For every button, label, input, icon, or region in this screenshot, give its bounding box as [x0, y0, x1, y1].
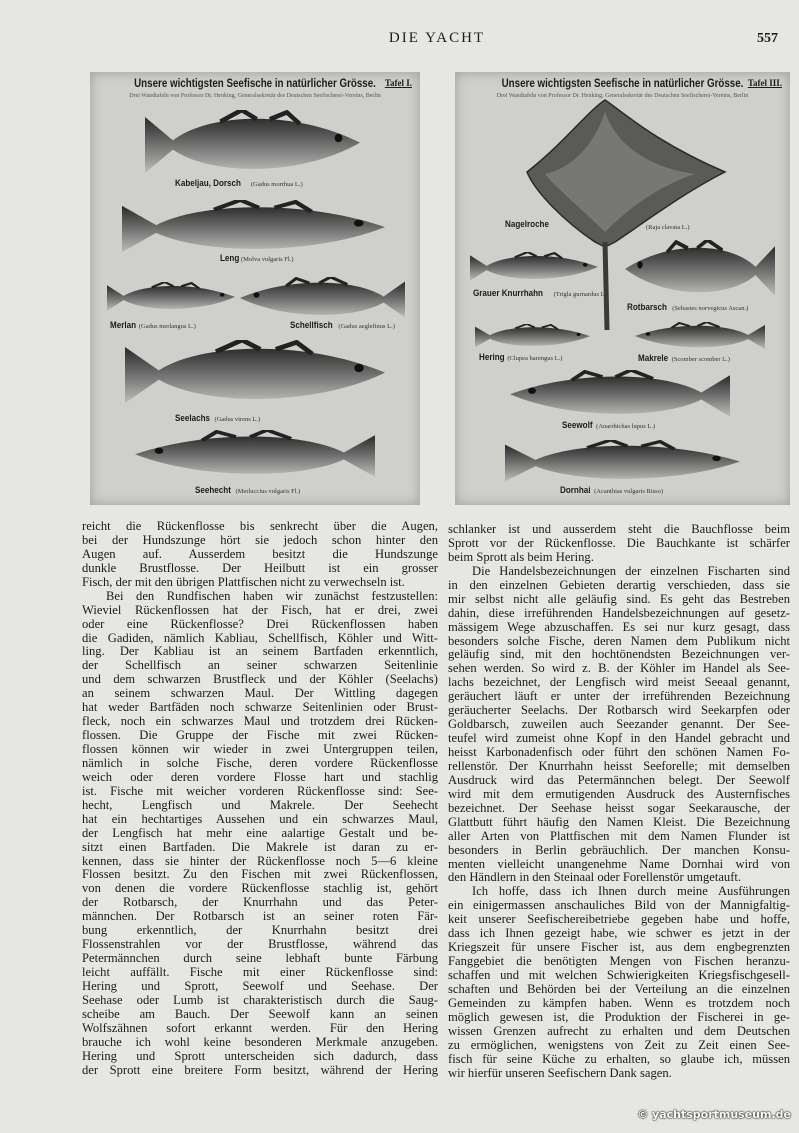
text-line: dahin, diese irreführenden Handelsbezeichnungen auf gesetz-	[448, 606, 790, 620]
text-line: ling. Der Kabliau ist an seinem Bartfaden erkenntlich,	[82, 645, 438, 659]
text-line: Flossenstrahlen vor der Brustflosse, während das	[82, 938, 438, 952]
plate-1-fish-illustrations	[90, 72, 420, 505]
text-line: schaften und Behörden bei der Verteilung an die einzelnen	[448, 982, 790, 996]
plate-subtitle: Drei Wandtafeln von Professor Dr. Henking, Generalsekretär des Deutschen Seefischerei-Vereins, Berlin	[129, 93, 381, 99]
fish-label-kabeljau: Kabeljau, Dorsch (Gadus morrhua L.)	[175, 178, 303, 189]
text-line: aller Arten von Plattfischen mit dem Namen Flunder ist	[448, 829, 790, 843]
text-line: schlanker ist und ausserdem steht die Bauchflosse beim	[448, 523, 790, 536]
text-line: hat ein hechtartiges Aussehen und ein schwarzes Maul,	[82, 812, 438, 826]
fish-label-knurrhahn: Grauer Knurrhahn (Trigla gurnardus L.)	[473, 288, 609, 299]
text-line: lachs bezeichnet, der Lengfisch wird meist Seeaal genannt,	[448, 676, 790, 690]
fish-seewolf-image	[510, 370, 730, 417]
plate-number: Tafel I.	[384, 78, 412, 88]
text-line: Seehase oder Lumb ist charakteristisch durch die Saug-	[82, 993, 438, 1007]
fish-label-merlan: Merlan (Gadus merlangus L.)	[110, 320, 196, 331]
text-line: in den einzelnen Gebieten derartig verschieden, dass sie	[448, 578, 790, 592]
text-line: geräuchert läuft er unter der irreführenden Bezeichnung	[448, 690, 790, 704]
text-line: besonders in Berlin gebräuchlich. Der manchen Konsu-	[448, 843, 790, 857]
text-line: hat weder Bartfäden noch schwarze Seitenlinien oder Brust-	[82, 701, 438, 715]
fish-knurrhahn-image	[470, 252, 598, 281]
fish-hering-image	[475, 324, 590, 347]
text-line: Die Handelsbezeichnungen der einzelnen Fischarten sind	[472, 564, 790, 578]
text-line: heisst Karbonadenfisch oder führt den schönen Namen Fo-	[448, 746, 790, 759]
plate-title: Unsere wichtigsten Seefische in natürlicher Grösse.	[134, 78, 376, 90]
text-line: hecht, Lengfisch und Makrele. Der Seehecht	[82, 798, 438, 812]
fish-label-rotbarsch: Rotbarsch (Sebastes norvegicus Ascan.)	[627, 302, 749, 313]
text-line: und dem schwarzen Brustfleck und der Köhler (Seelachs)	[82, 673, 438, 687]
text-line: dunkle Brustflosse. Der Heilbutt ist ein grosser	[82, 561, 438, 575]
text-line: den Händlern in den Steinaal oder Forellenstör umgetauft.	[448, 871, 742, 885]
text-line: rellenstör. Der Knurrhahn heisst Seeforelle; mit demselben	[448, 759, 790, 773]
text-line: sehen werden. So wird z. B. der Köhler im Handel als See-	[448, 662, 790, 676]
text-line: geläufig sind, mit den hochtönendsten Bezeichnungen ver-	[448, 648, 790, 662]
text-line: oder eine Rückenflosse? Drei Rückenflossen haben	[82, 617, 438, 631]
text-line: Glattbutt führt häufig den Namen Kleist. Die Bezeichnung	[448, 815, 790, 829]
text-line: von denen die vordere Rückenflosse stachlig ist, gehört	[82, 882, 438, 896]
text-line: dass ich Ihnen gezeigt habe, wie schwer es jetzt in der	[448, 927, 790, 941]
text-line: an seinem schwarzen Maul. Der Wittling dagegen	[82, 687, 438, 701]
fish-merlan-image	[107, 282, 235, 311]
running-title: DIE YACHT	[388, 30, 486, 46]
page-number: 557	[757, 31, 778, 46]
page-header	[0, 30, 799, 50]
paragraph	[82, 520, 438, 590]
fish-label-schellfisch: Schellfisch (Gadus aeglefinus L.)	[290, 320, 395, 331]
text-line: geräucherter Seelachs. Der Rotbarsch wird Seekarpfen oder	[448, 704, 790, 718]
fish-label-seewolf: Seewolf (Anarrhichas lupus L.)	[562, 420, 656, 431]
fish-dornhai-image	[505, 440, 740, 481]
paragraph	[448, 565, 790, 886]
text-line: Bei den Rundfischen haben wir zunächst festzustellen:	[106, 589, 438, 603]
text-line: flossen können wir wieder in zwei Untergruppen teilen,	[82, 743, 438, 756]
text-line: Hering und Sprott, Seewolf und Seehase. Der	[82, 979, 438, 993]
text-line: bezeichnet. Der Seehase heisst sogar Seekarausche, der	[448, 801, 790, 815]
text-line: die Gadiden, nämlich Kabliau, Schellfisch, Köhler und Witt-	[82, 631, 438, 645]
text-line: ein einigermassen anschauliches Bild von der Mannigfaltig-	[448, 899, 790, 913]
text-line: ist. Fische mit weicher vorderen Rückenflosse sind: See-	[82, 784, 438, 798]
fish-label-seehecht: Seehecht (Merluccius vulgaris Fl.)	[195, 485, 301, 496]
paragraph	[448, 885, 790, 1080]
text-line: flossen. Die Gruppe der Fische mit zwei Rücken-	[82, 729, 438, 743]
text-line: der Sprott eine breitere Form besitzt, während der Hering	[82, 1063, 438, 1077]
text-line: mir selbst nicht alle geläufig sind. Es geht das Bestreben	[448, 592, 790, 606]
plate-tafel-1	[90, 72, 420, 505]
paragraph	[82, 590, 438, 1078]
text-line: Ich hoffe, dass ich Ihnen durch meine Ausführungen	[472, 885, 790, 899]
fish-label-makrele: Makrele (Scomber scomber L.)	[638, 353, 730, 364]
text-line: wird mit dem ermutigenden Ausdruck des Austernfisches	[448, 787, 790, 801]
text-line: wissen Grenzen aufrecht zu erhalten und dem Deutschen	[448, 1024, 790, 1038]
text-line: der Schellfisch an seiner schwarzen Seitenlinie	[82, 659, 438, 673]
fish-seelachs-image	[125, 340, 385, 403]
text-line: mässigem Wege abzuschaffen. Es sei nur kurz gesagt, dass	[448, 620, 790, 634]
text-line: Ausdruck wird das Petermännchen belegt. Der Seewolf	[448, 773, 790, 787]
text-line: bung erkenntlich, der Knurrhahn besitzt drei	[82, 924, 438, 938]
text-line: Petermännchen durch seine lebhaft bunte Färbung	[82, 952, 438, 966]
fish-label-hering: Hering (Clupea harengus L.)	[479, 352, 563, 363]
fish-makrele-image	[635, 322, 765, 349]
text-line: zu ermöglichen, wenigstens von Zeit zu Zeit einen See-	[448, 1038, 790, 1052]
text-line: bei der Hundszunge hört sie jedoch schon hinter den	[82, 533, 438, 547]
text-line: besonders solche Fische, deren Namen dem Publikum nicht	[448, 634, 790, 648]
fish-label-nagelroche: Nagelroche	[505, 219, 549, 230]
fish-label-nagelroche-latin: (Raja clavata L.)	[646, 224, 690, 231]
fish-rotbarsch-image	[625, 240, 775, 296]
text-line: wir hierfür unseren Seefischern Dank sagen.	[448, 1066, 672, 1080]
text-line: reicht die Rückenflosse bis senkrecht über die Augen,	[82, 520, 438, 533]
fish-label-dornhai: Dornhai (Acanthias vulgaris Risso)	[560, 485, 664, 496]
left-text-column	[82, 520, 438, 1078]
plate-tafel-3	[455, 72, 790, 505]
text-line: Fisch, der mit den übrigen Plattfischen nicht zu verwechseln ist.	[82, 575, 405, 589]
fish-label-leng: Leng (Molva vulgaris Fl.)	[220, 253, 294, 264]
fish-schellfisch-image	[240, 277, 405, 318]
plate-number: Tafel III.	[747, 78, 782, 88]
text-line: männchen. Der Rotbarsch ist an seiner roten Fär-	[82, 910, 438, 924]
text-line: beim Sprott als beim Hering.	[448, 550, 594, 564]
text-line: nämlich in solche Fische, deren vordere Rückenflosse	[82, 756, 438, 770]
text-line: Kriegszeit für unsere Fischer ist, aus dem engbegrenzten	[448, 941, 790, 955]
text-line: Gemeinden zu kämpfen haben. Wenn es trotzdem noch	[448, 996, 790, 1010]
fish-leng-image	[122, 200, 385, 252]
text-line: Wolfszähnen sofort erkannt werden. Für den Hering	[82, 1021, 438, 1035]
text-line: teufel wird zumeist ohne Kopf in den Handel gebracht und	[448, 732, 790, 746]
text-line: der Rotbarsch, der Knurrhahn und das Peter-	[82, 896, 438, 910]
text-line: schaffen und mit welchen Schwierigkeiten Kriegsfischgesell-	[448, 969, 790, 982]
fish-label-seelachs: Seelachs (Gadus virens L.)	[175, 413, 261, 424]
text-line: der Lengfisch hat mehr eine aalartige Gestalt und be-	[82, 826, 438, 840]
text-line: Fanggebiet die benötigten Mengen von Fischen heranzu-	[448, 955, 790, 969]
text-line: Goldbarsch, zuweilen auch Seezander genannt. Der See-	[448, 718, 790, 732]
copyright-watermark: © yachtsportmuseum.de	[637, 1108, 791, 1121]
text-line: Hering und Sprott unterscheiden sich dadurch, dass	[82, 1049, 438, 1063]
text-line: Wieviel Rückenflossen hat der Fisch, hat er drei, zwei	[82, 603, 438, 617]
fish-seehecht-image	[135, 430, 375, 477]
text-line: keit unserer Seefischereibetriebe gegeben habe und hoffe,	[448, 913, 790, 927]
right-text-column	[448, 523, 790, 1081]
text-line: möglich gewesen ist, die Produktion der Fischerei in ge-	[448, 1010, 790, 1024]
text-line: Flossen besitzt. Zu den Fischen mit zwei Rückenflossen,	[82, 868, 438, 882]
text-line: sitzt einen Bartfaden. Die Makrele ist daran zu er-	[82, 840, 438, 854]
plate-subtitle: Drei Wandtafeln von Professor Dr. Henking, Generalsekretär des Deutschen Seefischerei-Vereins, Berlin	[496, 93, 749, 99]
text-line: fisch für seine Küche zu erhalten, so glaube ich, müssen	[448, 1052, 790, 1066]
text-line: weich oder deren vordere Flosse hart und stachlig	[82, 770, 438, 784]
text-line: kennen, dass sie hinter der Rückenflosse noch 5—6 kleine	[82, 854, 438, 868]
text-line: fleck, noch ein schwarzes Maul und trotzdem drei Rücken-	[82, 715, 438, 729]
paragraph	[448, 523, 790, 565]
text-line: Augen auf. Ausserdem besitzt die Hundszunge	[82, 547, 438, 561]
text-line: leicht auffällt. Fische mit einer Rückenflosse sind:	[82, 966, 438, 979]
text-line: Sprott vor der Rückenflosse. Die Bauchkante ist schärfer	[448, 536, 790, 550]
text-line: menten vielleicht unangenehme Name Dornhai wird von	[448, 857, 790, 871]
text-line: brauche ich wohl keine besonderen Merkmale anzugeben.	[82, 1035, 438, 1049]
text-line: scheibe am Bauch. Der Seewolf kann an seinen	[82, 1007, 438, 1021]
plate-title: Unsere wichtigsten Seefische in natürlicher Grösse.	[501, 78, 744, 90]
fish-kabeljau-image	[145, 110, 360, 173]
